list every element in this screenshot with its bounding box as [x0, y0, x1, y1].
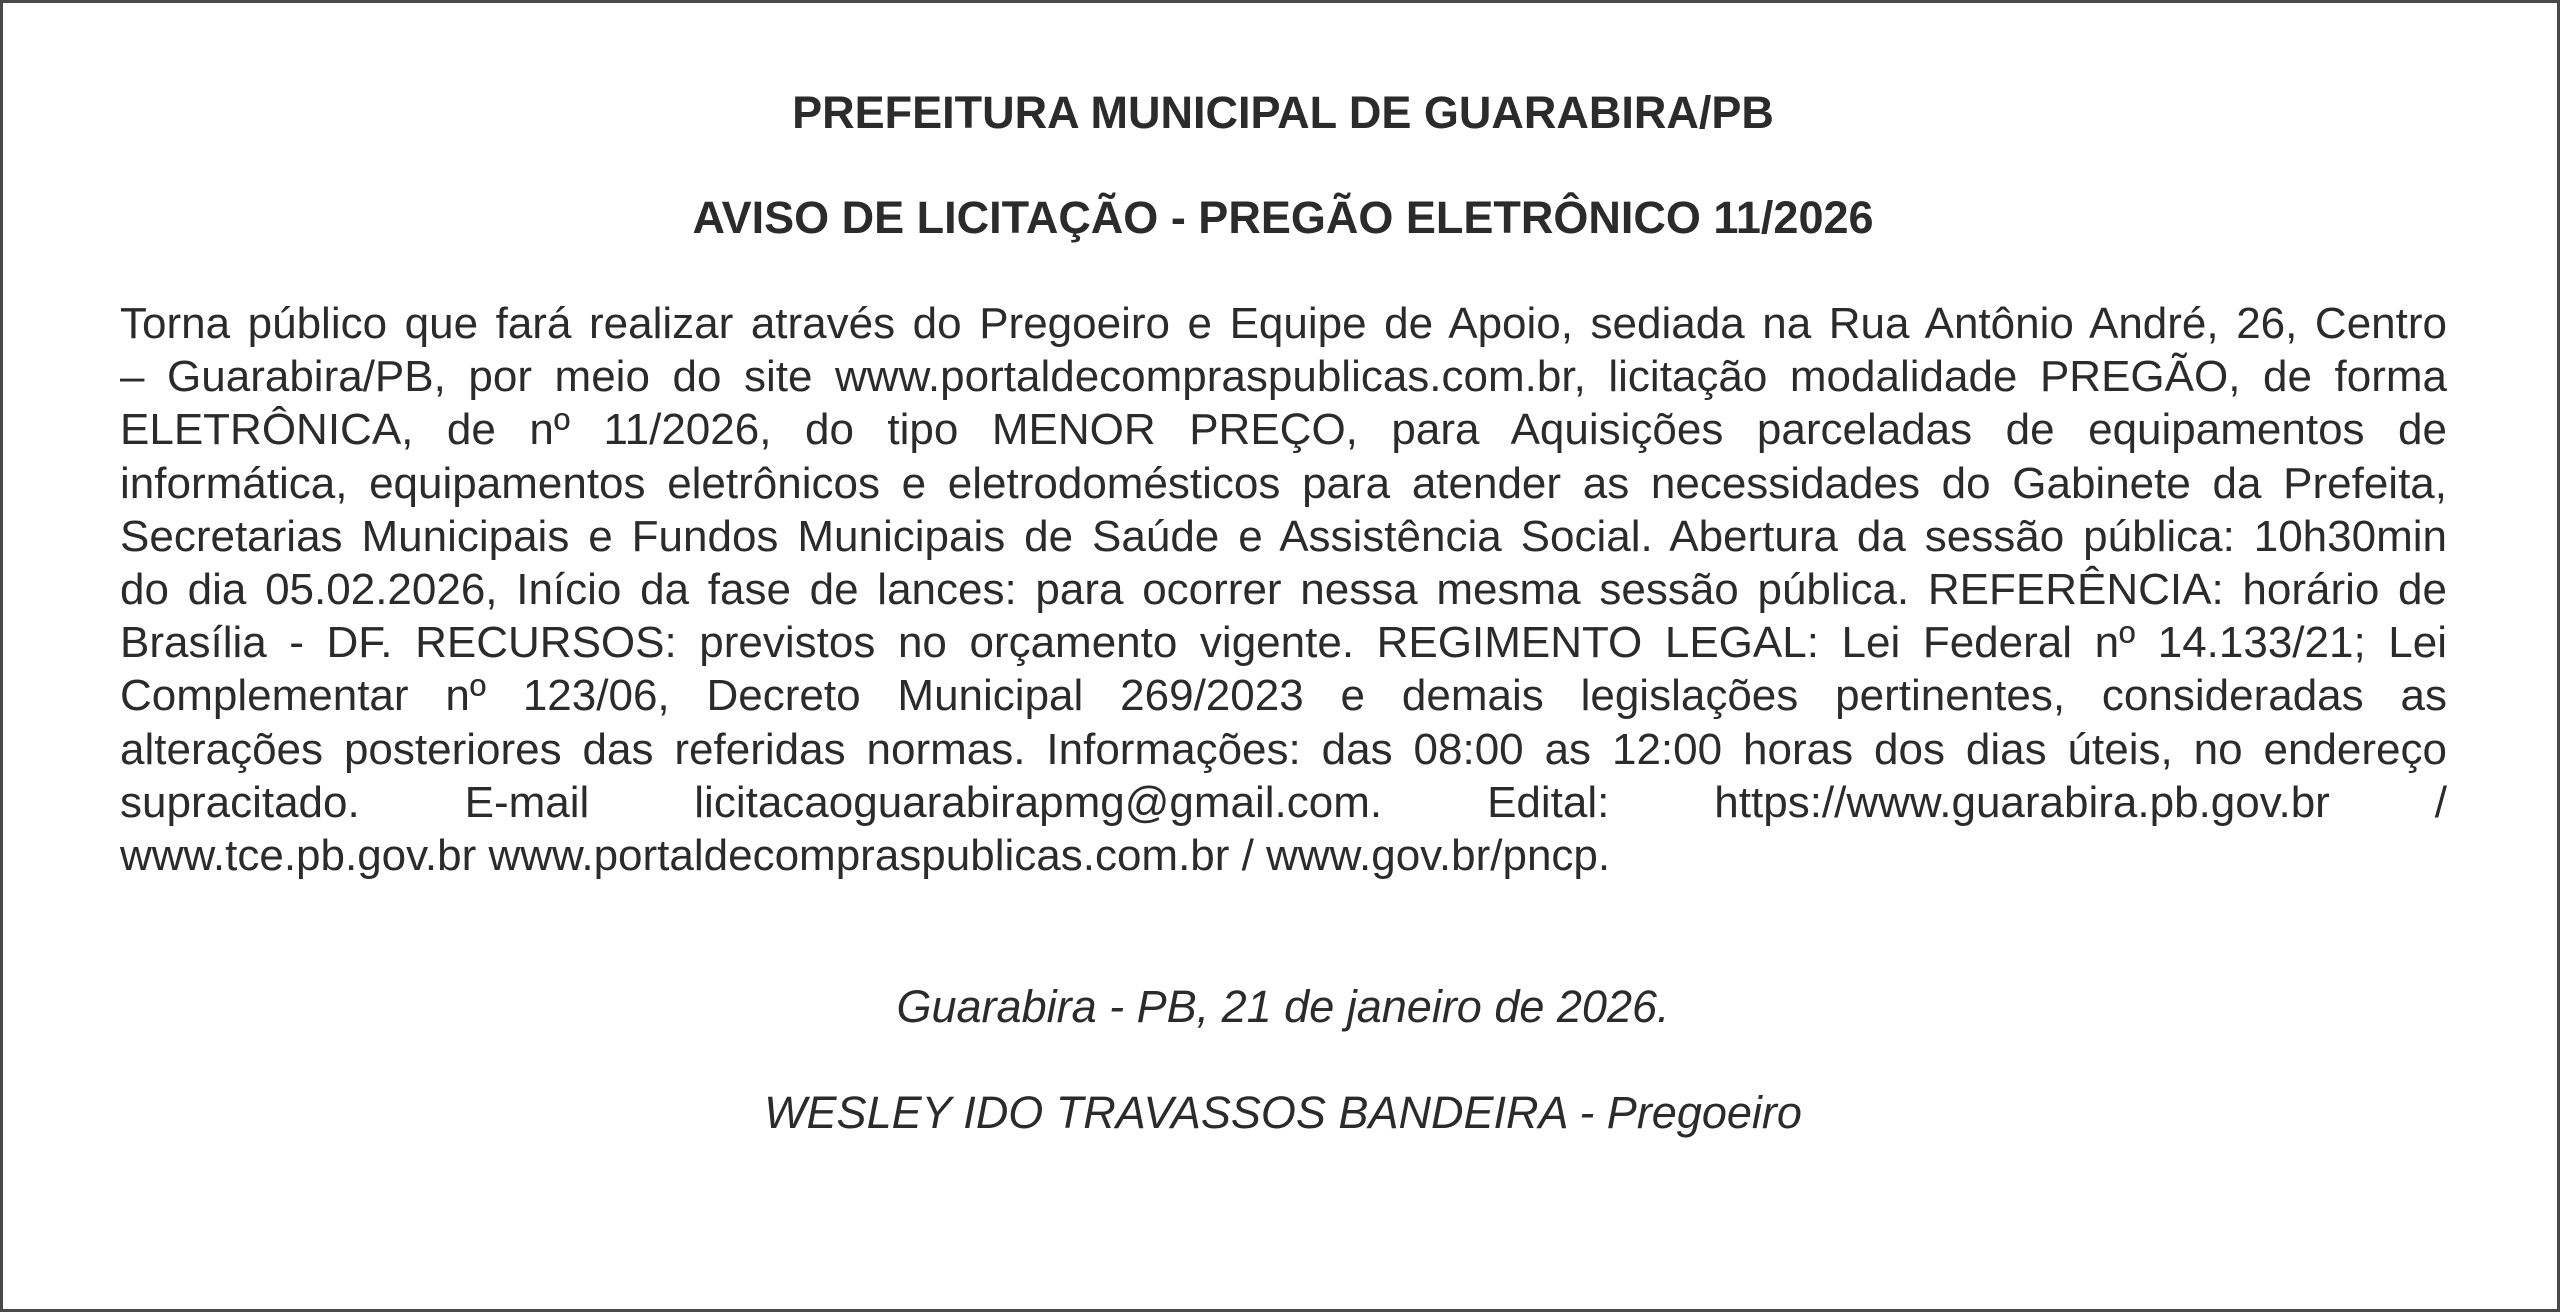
body-line: www.tce.pb.gov.br www.portaldecompraspublicas.com.br / www.gov.br/pncp.: [120, 830, 1611, 880]
body-line: – Guarabira/PB, por meio do site www.portaldecompraspublicas.com.br, licitação modalidade PREGÃO, de forma: [120, 352, 2447, 402]
body-line: alterações posteriores das referidas normas. Informações: das 08:00 as 12:00 horas dos dias úteis, no endereço: [120, 724, 2447, 774]
agency-heading: PREFEITURA MUNICIPAL DE GUARABIRA/PB: [792, 87, 1774, 138]
notice-title: AVISO DE LICITAÇÃO - PREGÃO ELETRÔNICO 11/2026: [692, 192, 1874, 243]
body-line: Torna público que fará realizar através do Pregoeiro e Equipe de Apoio, sediada na Rua Antônio André, 26, Centro: [120, 299, 2447, 348]
body-line: Brasília - DF. RECURSOS: previstos no orçamento vigente. REGIMENTO LEGAL: Lei Federal nº 14.133/21; Lei: [120, 618, 2447, 668]
date-line: Guarabira - PB, 21 de janeiro de 2026.: [896, 981, 1670, 1032]
signer-line: WESLEY IDO TRAVASSOS BANDEIRA - Pregoeiro: [764, 1087, 1802, 1138]
body-line: Complementar nº 123/06, Decreto Municipal 269/2023 e demais legislações pertinentes, consideradas as: [120, 671, 2447, 721]
body-line: supracitado. E-mail licitacaoguarabirapmg@gmail.com. Edital: https://www.guarabira.pb.gov.br /: [120, 777, 2447, 827]
body-line: Secretarias Municipais e Fundos Municipais de Saúde e Assistência Social. Abertura da sessão pública: 10h30min: [120, 511, 2447, 561]
body-line: informática, equipamentos eletrônicos e eletrodomésticos para atender as necessidades do Gabinete da Prefeita,: [120, 458, 2447, 508]
body-line: ELETRÔNICA, de nº 11/2026, do tipo MENOR PREÇO, para Aquisições parceladas de equipamentos de: [120, 405, 2447, 455]
body-line: do dia 05.02.2026, Início da fase de lances: para ocorrer nessa mesma sessão pública. REFERÊNCIA: horário de: [120, 564, 2447, 614]
notice-body: [120, 297, 2447, 882]
